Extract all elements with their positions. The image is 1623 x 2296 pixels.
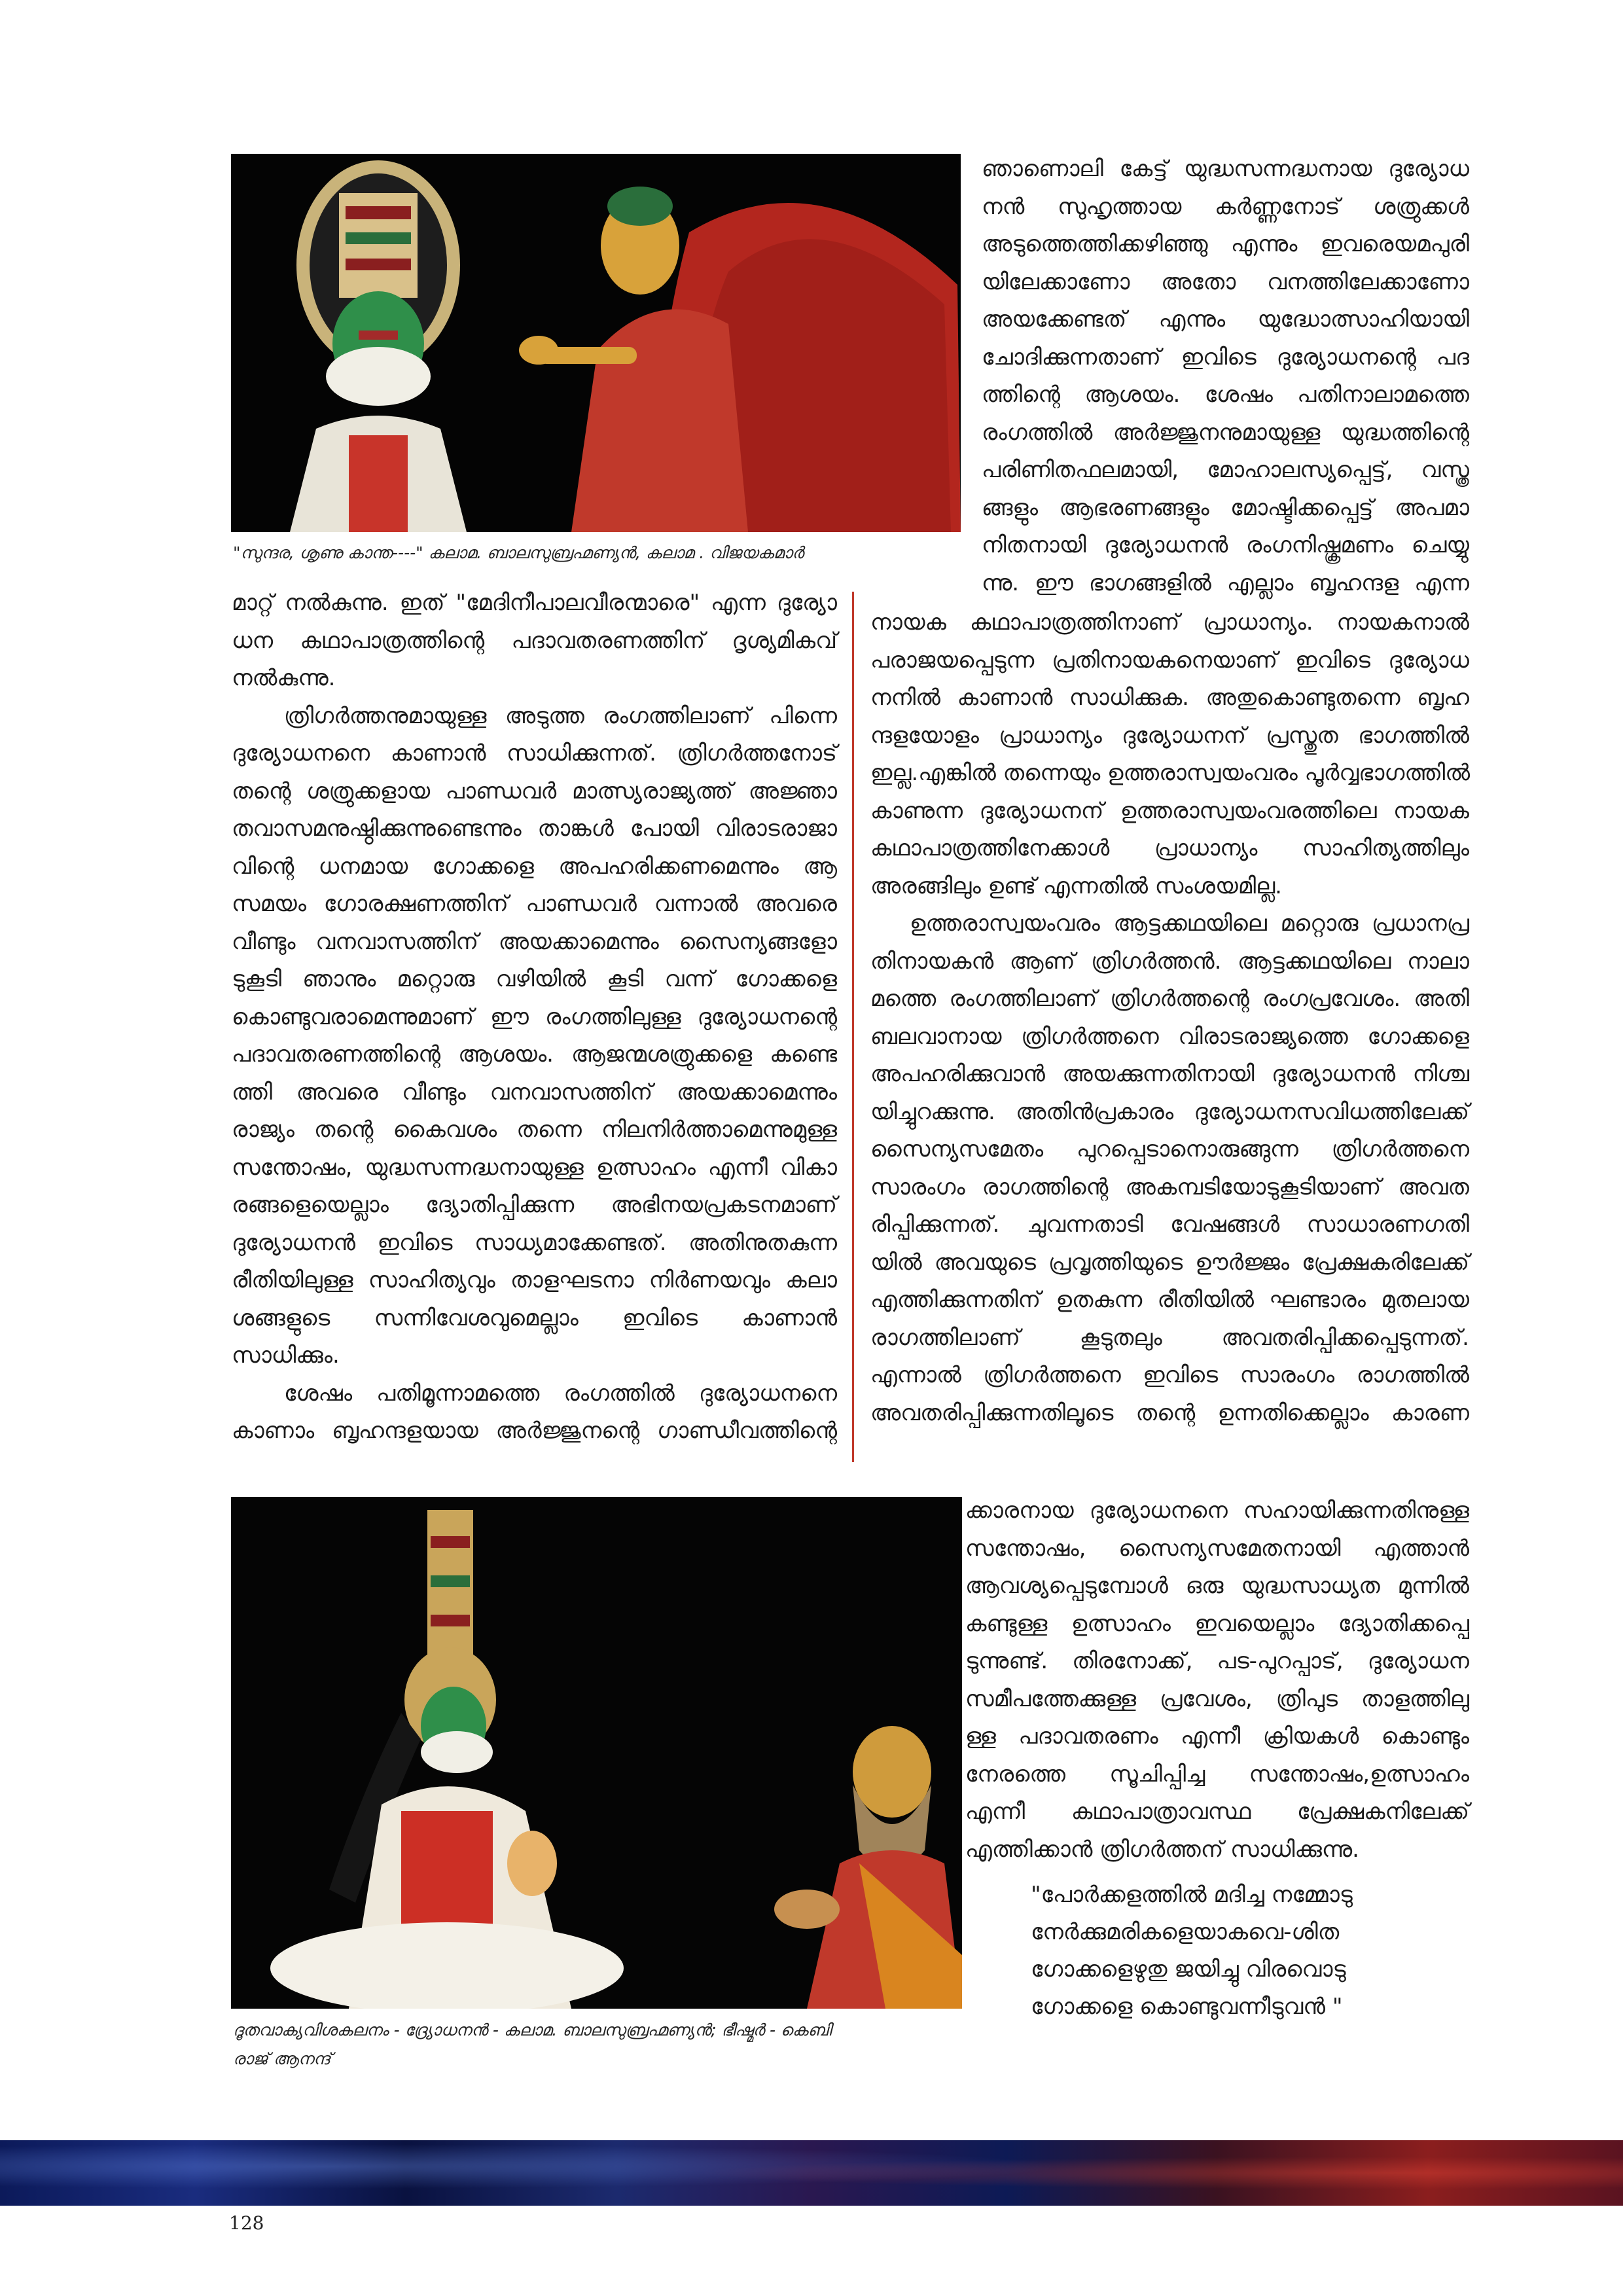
top-photo-caption: "സുന്ദര, ശൃണു കാന്ത----" കലാമ. ബാലസുബ്രഹ്മണ്യൻ, കലാമ . വിജയകമാർ xyxy=(233,543,804,562)
text-line: സൈന്യസമേതം പുറപ്പെടാനൊരുങ്ങുന്ന ത്രിഗർത്തനെ xyxy=(870,1136,1469,1162)
text-line: യിച്ചുറക്കുന്നു. അതിൻപ്രകാരം ദുര്യോധനസവിധത്തിലേക്ക് xyxy=(870,1098,1469,1125)
left-column xyxy=(232,584,837,1450)
text-line: ബലവാനായ ത്രിഗർത്തനെ വിരാടരാജ്യത്തെ ഗോക്കളെ xyxy=(870,1023,1469,1050)
text-line: ശങ്ങളുടെ സന്നിവേശവുമെല്ലാം ഇവിടെ കാണാൻ xyxy=(232,1304,837,1331)
text-line: ന്നു. ഈ ഭാഗങ്ങളിൽ എല്ലാം ബൃഹന്ദള എന്ന xyxy=(982,569,1469,596)
text-line: രാജ്യം തന്റെ കൈവശം തന്നെ നിലനിർത്താമെന്നുമുള്ള xyxy=(232,1117,837,1143)
text-line: മത്തെ രംഗത്തിലാണ് ത്രിഗർത്തന്റെ രംഗപ്രവേശം. അതി xyxy=(870,986,1469,1012)
text-line: ള്ള പദാവതരണം എന്നീ ക്രിയകൾ കൊണ്ടും xyxy=(965,1723,1469,1749)
caption-line: ദൂതവാക്യവിശകലനം - ദ്ര്യോധനൻ - കലാമ. ബാലസുബ്രഹ്മണ്യൻ; ഭീഷ്മർ - കെബി xyxy=(233,2020,832,2039)
text-line: ത്തിന്റെ ആശയം. ശേഷം പതിനാലാമത്തെ xyxy=(982,382,1469,408)
bottom-photo-kathakali xyxy=(231,1497,962,2009)
text-line: ന്ദളയോളം പ്രാധാന്യം ദുര്യോധനന് പ്രസ്തുത ഭാഗത്തിൽ xyxy=(870,722,1469,749)
text-line: ത്രിഗർത്തനുമായുള്ള അടുത്ത രംഗത്തിലാണ് പിന്നെ xyxy=(284,702,837,729)
text-line: നായക കഥാപാത്രത്തിനാണ് പ്രാധാന്യം. നായകനാൽ xyxy=(870,609,1469,636)
text-line: നേരത്തെ സൂചിപ്പിച്ച സന്തോഷം,ഉത്സാഹം xyxy=(965,1761,1469,1787)
decorative-footer-glow xyxy=(0,2140,1623,2206)
text-line: യിലേക്കാണോ അതോ വനത്തിലേക്കാണോ xyxy=(982,268,1469,295)
verse-line: ഗോക്കളെഴുതു ജയിച്ചു വിരവൊടു xyxy=(1031,1956,1346,1982)
text-line: തിനായകൻ ആണ് ത്രിഗർത്തൻ. ആട്ടക്കഥയിലെ നാലാ xyxy=(870,948,1469,975)
text-line: രിപ്പിക്കുന്നത്. ചുവന്നതാടി വേഷങ്ങൾ സാധാരണഗതി xyxy=(870,1211,1469,1238)
text-line: സമീപത്തേക്കുള്ള പ്രവേശം, ത്രിപുട താളത്തിലു xyxy=(965,1685,1469,1712)
text-line: അവതരിപ്പിക്കുന്നതിലൂടെ തന്റെ ഉന്നതിക്കെല്ലാം കാരണ xyxy=(870,1399,1469,1426)
text-line: ദുര്യോധനനെ കാണാൻ സാധിക്കുന്നത്. ത്രിഗർത്തനോട് xyxy=(232,740,837,766)
caption-line: രാജ് ആനന്ദ് xyxy=(233,2049,331,2068)
text-line: ചോദിക്കുന്നതാണ് ഇവിടെ ദുര്യോധനന്റെ പദ xyxy=(982,344,1469,370)
text-line: സന്തോഷം, സൈന്യസമേതനായി എത്താൻ xyxy=(965,1535,1469,1562)
text-line: പരിണിതഫലമായി, മോഹാലസ്യപ്പെട്ട്, വസ്ത്ര xyxy=(982,457,1469,483)
text-line: വീണ്ടും വനവാസത്തിന് അയക്കാമെന്നും സൈന്യങ്ങളോ xyxy=(232,928,837,955)
text-line: ത്തി അവരെ വീണ്ടും വനവാസത്തിന് അയക്കാമെന്നും xyxy=(232,1079,837,1105)
right-column-middle xyxy=(870,604,1469,1432)
text-line: തന്റെ ശത്രുക്കളായ പാണ്ഡവർ മാത്സ്യരാജ്യത്ത് അജ്ഞാ xyxy=(232,778,837,804)
right-column-bottom xyxy=(965,1492,1469,1869)
text-line: മാറ്റ് നൽകുന്നു. ഇത് "മേദിനീപാലവീരന്മാരെ" എന്ന ദുര്യോ xyxy=(232,590,837,616)
verse-line: "പോർക്കളത്തിൽ മദിച്ച നമ്മോടു xyxy=(1031,1882,1353,1908)
text-line: രാഗത്തിലാണ് കൂടുതലും അവതരിപ്പിക്കപ്പെടുന്നത്. xyxy=(870,1324,1469,1351)
text-line: ക്കാരനായ ദുര്യോധനനെ സഹായിക്കുന്നതിനുള്ള xyxy=(965,1498,1469,1524)
text-line: നൽകുന്നു. xyxy=(232,665,336,691)
quoted-verse xyxy=(1031,1876,1353,2026)
text-line: എന്നാൽ ത്രിഗർത്തനെ ഇവിടെ സാരംഗം രാഗത്തിൽ xyxy=(870,1362,1469,1388)
text-line: ആവശ്യപ്പെടുമ്പോൾ ഒരു യുദ്ധസാധ്യത മുന്നിൽ xyxy=(965,1573,1469,1599)
top-photo-kathakali xyxy=(231,154,961,532)
text-line: ടുകൂടി ഞാനും മറ്റൊരു വഴിയിൽ കൂടി വന്ന് ഗോക്കളെ xyxy=(232,966,837,992)
text-line: സന്തോഷം, യുദ്ധസന്നദ്ധനായുള്ള ഉത്സാഹം എന്നീ വികാ xyxy=(232,1154,837,1181)
text-line: പദാവതരണത്തിന്റെ ആശയം. ആജന്മശത്രുക്കളെ കണ്ടെ xyxy=(232,1041,837,1067)
text-line: സാധിക്കും. xyxy=(232,1342,340,1369)
column-divider xyxy=(852,592,854,1462)
text-line: അപഹരിക്കുവാൻ അയക്കുന്നതിനായി ദുര്യോധനൻ നിശ്ച xyxy=(870,1061,1469,1087)
text-line: രീതിയിലുള്ള സാഹിത്യവും താളഘടനാ നിർണയവും കലാ xyxy=(232,1267,837,1293)
text-line: ഇല്ല.എങ്കിൽ തന്നെയും ഉത്തരാസ്വയംവരം പൂർവ്വഭാഗത്തിൽ xyxy=(870,760,1471,786)
bottom-photo-caption xyxy=(233,2016,831,2073)
text-line: എന്നീ കഥാപാത്രാവസ്ഥ പ്രേക്ഷകനിലേക്ക് xyxy=(965,1799,1469,1825)
text-line: ങ്ങളും ആഭരണങ്ങളും മോഷ്ടിക്കപ്പെട്ട് അപമാ xyxy=(982,494,1469,521)
text-line: രംഗത്തിൽ അർജ്ജുനനുമായുള്ള യുദ്ധത്തിന്റെ xyxy=(982,419,1469,446)
text-line: സമയം ഗോരക്ഷണത്തിന് പാണ്ഡവർ വന്നാൽ അവരെ xyxy=(232,891,837,917)
text-line: സാരംഗം രാഗത്തിന്റെ അകമ്പടിയോടുകൂടിയാണ് അവത xyxy=(870,1174,1469,1200)
text-line: ഉത്തരാസ്വയംവരം ആട്ടക്കഥയിലെ മറ്റൊരു പ്രധാനപ്ര xyxy=(910,910,1469,937)
text-line: കാണാം ബൃഹന്ദളയായ അർജ്ജുനന്റെ ഗാണ്ഡീവത്തിന്റെ xyxy=(232,1418,837,1444)
text-line: വിന്റെ ധനമായ ഗോക്കളെ അപഹരിക്കണമെന്നും ആ xyxy=(232,853,837,880)
right-column-top xyxy=(982,151,1469,602)
text-line: അയക്കേണ്ടത് എന്നും യുദ്ധോത്സാഹിയായി xyxy=(982,306,1469,332)
text-line: ധന കഥാപാത്രത്തിന്റെ പദാവതരണത്തിന് ദൃശ്യമികവ് xyxy=(232,627,837,654)
text-line: കഥാപാത്രത്തിനേക്കാൾ പ്രാധാന്യം സാഹിത്യത്തിലും xyxy=(870,835,1469,861)
text-line: കണ്ടുള്ള ഉത്സാഹം ഇവയെല്ലാം ദ്യോതിക്കപ്പെ xyxy=(965,1610,1469,1637)
text-line: എത്തിക്കാൻ ത്രിഗർത്തന് സാധിക്കുന്നു. xyxy=(965,1836,1359,1863)
text-line: എത്തിക്കുന്നതിന് ഉതകുന്ന രീതിയിൽ ഘണ്ടാരം മുതലായ xyxy=(870,1287,1469,1313)
text-line: നൻ സുഹൃത്തായ കർണ്ണനോട് ശത്രുക്കൾ xyxy=(982,193,1469,220)
text-line: ടുന്നുണ്ട്. തിരനോക്ക്, പട-പുറപ്പാട്, ദുര്യോധന xyxy=(965,1648,1469,1674)
text-line: നിതനായി ദുര്യോധനൻ രംഗനിഷ്ക്രമണം ചെയ്യു xyxy=(982,532,1469,558)
text-line: നനിൽ കാണാൻ സാധിക്കുക. അതുകൊണ്ടുതന്നെ ബൃഹ xyxy=(870,685,1469,711)
text-line: ഞാണൊലി കേട്ട് യുദ്ധസന്നദ്ധനായ ദുര്യോധ xyxy=(982,156,1469,182)
text-line: ശേഷം പതിമൂന്നാമത്തെ രംഗത്തിൽ ദുര്യോധനനെ xyxy=(284,1380,837,1407)
text-line: അടുത്തെത്തിക്കഴിഞ്ഞു എന്നും ഇവരെയമപുരി xyxy=(982,231,1469,257)
text-line: അരങ്ങിലും ഉണ്ട് എന്നതിൽ സംശയമില്ല. xyxy=(870,872,1282,899)
verse-line: ഗോക്കളെ കൊണ്ടുവന്നീടുവൻ " xyxy=(1031,1994,1343,2020)
page-number: 128 xyxy=(229,2212,264,2234)
text-line: കാണുന്ന ദുര്യോധനന് ഉത്തരാസ്വയംവരത്തിലെ നായക xyxy=(870,797,1469,824)
text-line: ദുര്യോധനൻ ഇവിടെ സാധ്യമാക്കേണ്ടത്. അതിനുതകുന്ന xyxy=(232,1229,837,1256)
text-line: തവാസമനുഷ്ഠിക്കുന്നുണ്ടെന്നും താങ്കൾ പോയി വിരാടരാജാ xyxy=(232,816,837,842)
text-line: യിൽ അവയുടെ പ്രവൃത്തിയുടെ ഊർജ്ജം പ്രേക്ഷകരിലേക്ക് xyxy=(870,1249,1469,1276)
text-line: കൊണ്ടുവരാമെന്നുമാണ് ഈ രംഗത്തിലുള്ള ദുര്യോധനന്റെ xyxy=(232,1003,837,1030)
verse-line: നേർക്കുമരികളെയാകവെ-ശിത xyxy=(1031,1919,1340,1945)
text-line: പരാജയപ്പെടുന്ന പ്രതിനായകനെയാണ് ഇവിടെ ദുര്യോധ xyxy=(870,647,1469,673)
text-line: രങ്ങളെയെല്ലാം ദ്യോതിപ്പിക്കുന്ന അഭിനയപ്രകടനമാണ് xyxy=(232,1192,837,1218)
